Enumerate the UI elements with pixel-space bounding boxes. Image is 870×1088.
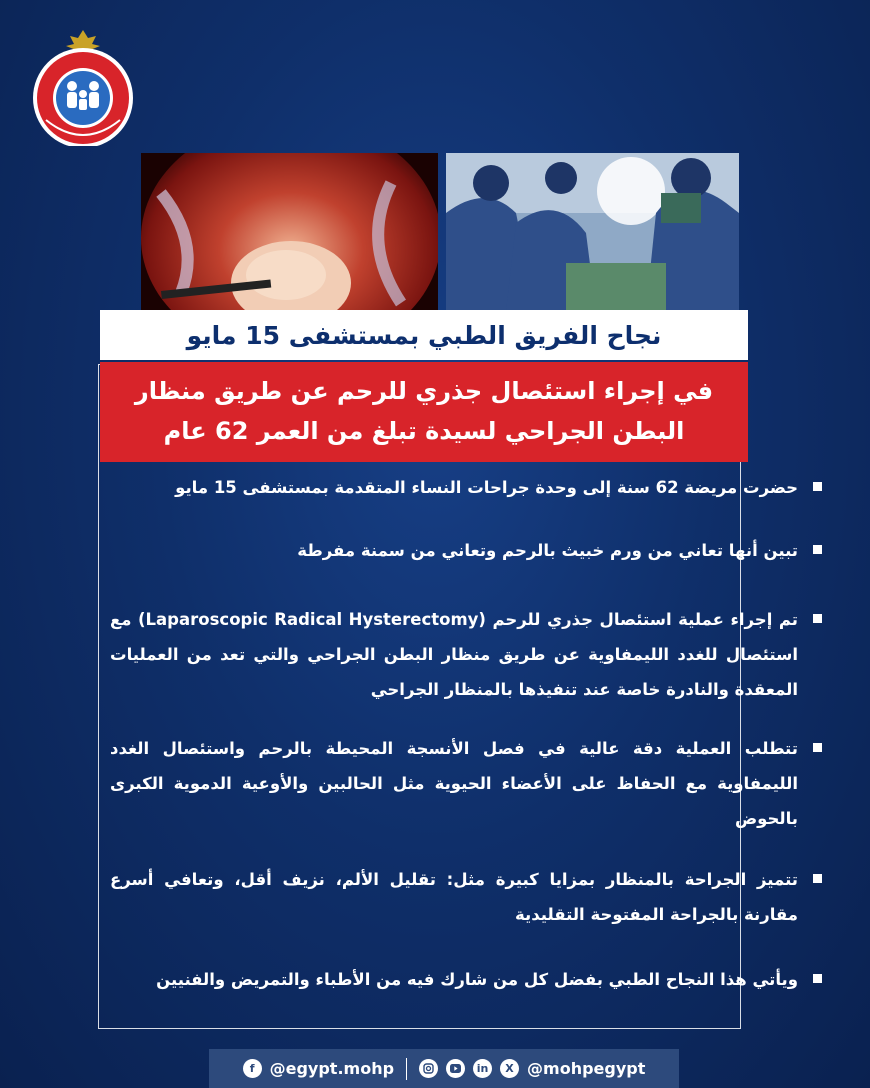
social-footer xyxy=(209,1049,679,1088)
bullet-square-icon xyxy=(813,482,822,491)
x-icon[interactable]: X xyxy=(500,1059,519,1078)
list-item: تبين أنها تعاني من ورم خبيث بالرحم وتعاني من سمنة مفرطة xyxy=(110,533,822,568)
list-item: تتطلب العملية دقة عالية في فصل الأنسجة المحيطة بالرحم واستئصال الغدد الليمفاوية مع الحفاظ على الأعضاء الحيوية مثل الحالبين والأوعية الدموية الكبرى بالحوض xyxy=(110,731,822,836)
subheadline-line-2: البطن الجراحي لسيدة تبلغ من العمر 62 عام xyxy=(163,417,685,445)
social-handle[interactable]: @mohpegypt xyxy=(527,1059,646,1078)
list-item: ويأتي هذا النجاح الطبي بفضل كل من شارك فيه من الأطباء والتمريض والفنيين xyxy=(110,962,822,997)
bullet-square-icon xyxy=(813,974,822,983)
facebook-handle[interactable]: @egypt.mohp xyxy=(269,1059,395,1078)
instagram-icon[interactable] xyxy=(419,1059,438,1078)
surgery-photos xyxy=(141,153,739,311)
bullet-square-icon xyxy=(813,743,822,752)
laparoscopic-view-image xyxy=(141,153,438,311)
linkedin-icon[interactable]: in xyxy=(473,1059,492,1078)
bullet-square-icon xyxy=(813,614,822,623)
subheadline-box xyxy=(100,362,748,462)
surgical-team-image xyxy=(446,153,739,311)
subheadline-line-1: في إجراء استئصال جذري للرحم عن طريق منظار xyxy=(134,377,714,405)
bullet-square-icon xyxy=(813,545,822,554)
facebook-icon[interactable]: f xyxy=(243,1059,262,1078)
ministry-logo xyxy=(26,28,140,146)
list-item: تم إجراء عملية استئصال جذري للرحم (Laparoscopic Radical Hysterectomy) مع استئصال للغدد الليمفاوية عن طريق منظار البطن الجراحي والتي تعد من العمليات المعقدة والنادرة خاصة عند تنفيذها بالمنظار الجراحي xyxy=(110,602,822,707)
list-item: تتميز الجراحة بالمنظار بمزايا كبيرة مثل: تقليل الألم، نزيف أقل، وتعافي أسرع مقارنة بالجراحة المفتوحة التقليدية xyxy=(110,862,822,932)
list-item: حضرت مريضة 62 سنة إلى وحدة جراحات النساء المتقدمة بمستشفى 15 مايو xyxy=(110,470,822,505)
divider xyxy=(406,1058,407,1080)
headline-title: نجاح الفريق الطبي بمستشفى 15 مايو xyxy=(100,310,748,360)
youtube-icon[interactable] xyxy=(446,1059,465,1078)
bullet-square-icon xyxy=(813,874,822,883)
